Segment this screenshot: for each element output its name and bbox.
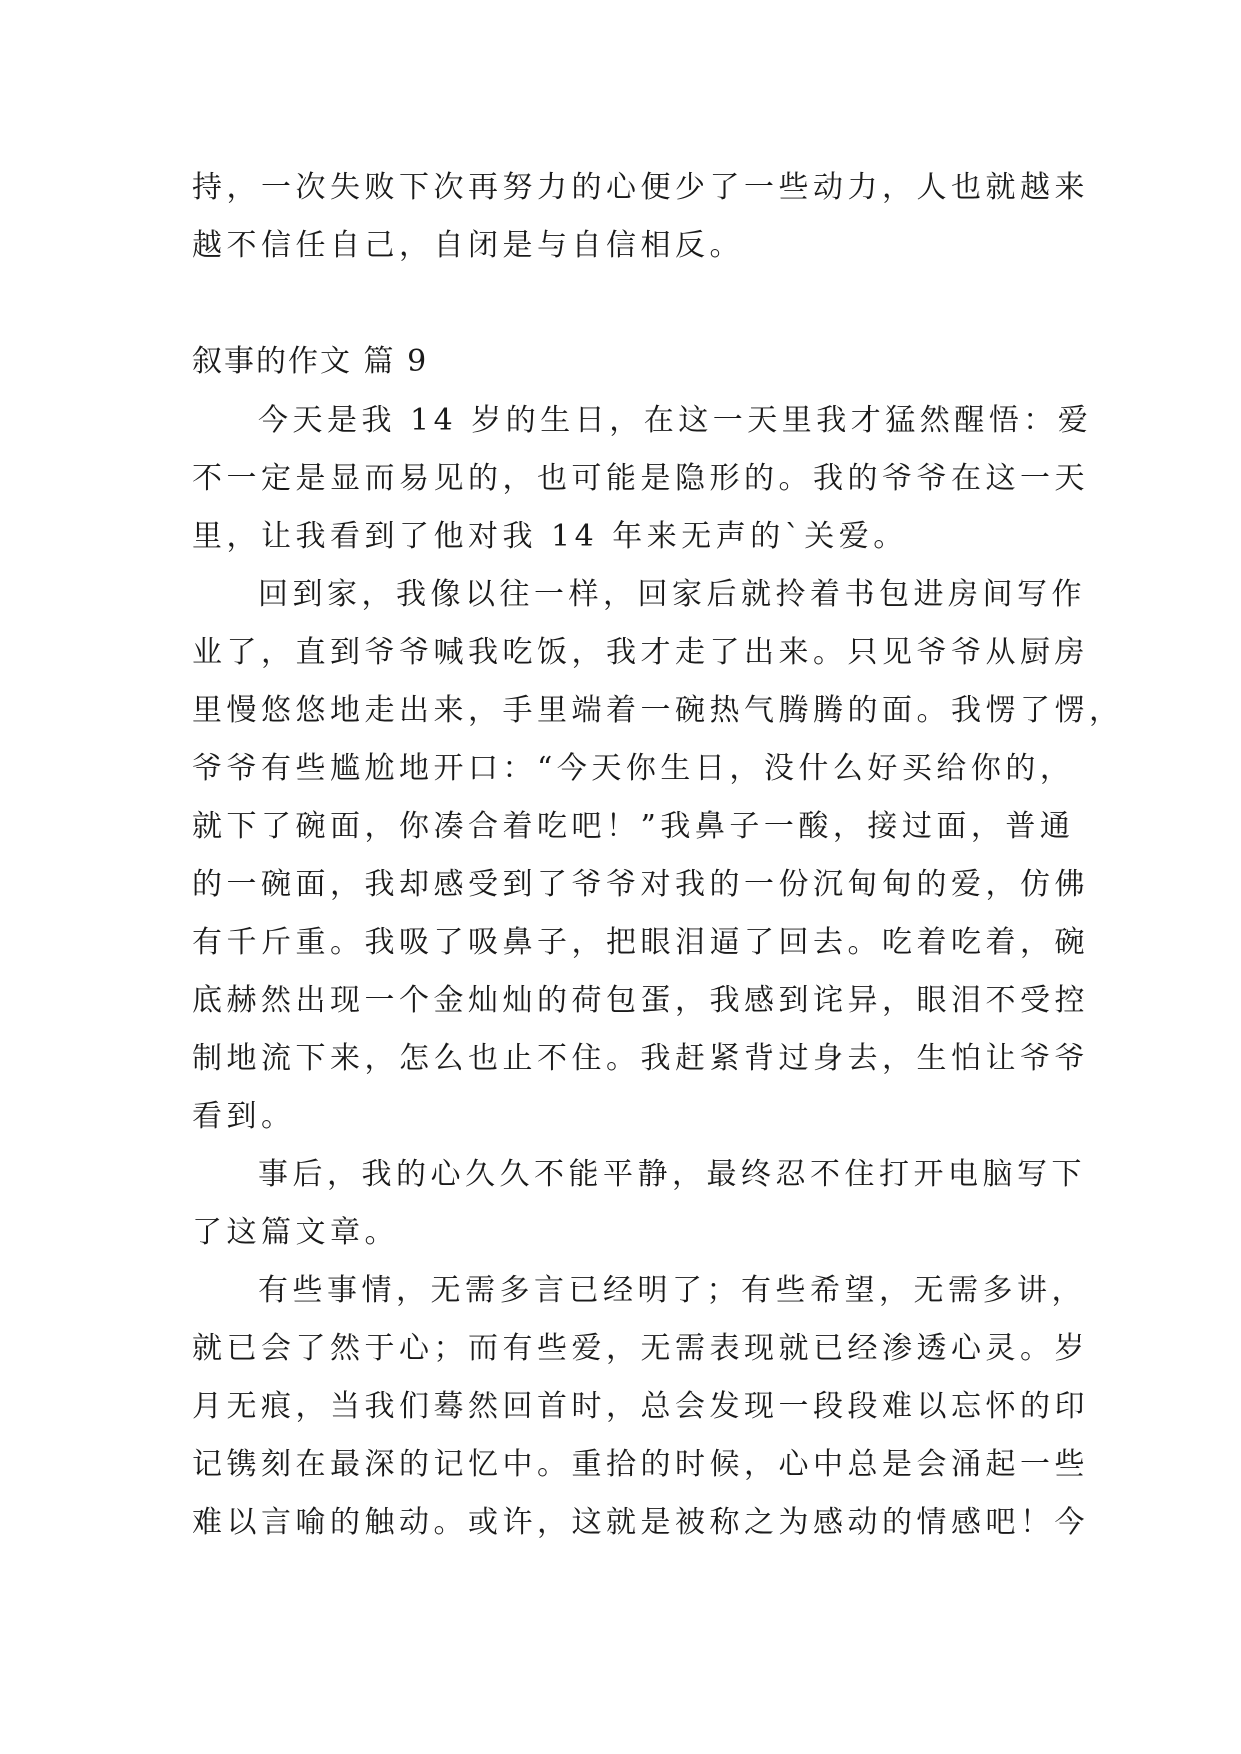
text-line: 有些事情，无需多言已经明了；有些希望，无需多讲， [258,1273,1086,1308]
text-line: 制地流下来，怎么也止不住。我赶紧背过身去，生怕让爷爷 [192,1041,1089,1076]
text-line: 了这篇文章。 [192,1215,399,1250]
text-line: 今天是我 14 岁的生日，在这一天里我才猛然醒悟：爱 [258,403,1093,438]
text-line: 就下了碗面，你凑合着吃吧！”我鼻子一酸，接过面，普通 [192,809,1075,844]
text-line: 记镌刻在最深的记忆中。重拾的时候，心中总是会涌起一些 [192,1447,1089,1482]
text-line: 持，一次失败下次再努力的心便少了一些动力，人也就越来 [192,170,1089,205]
text-line: 月无痕，当我们蓦然回首时，总会发现一段段难以忘怀的印 [192,1389,1089,1424]
text-line: 回到家，我像以往一样，回家后就拎着书包进房间写作 [258,577,1086,612]
text-line: 爷爷有些尴尬地开口：“今天你生日，没什么好买给你的， [192,751,1075,786]
text-line: 的一碗面，我却感受到了爷爷对我的一份沉甸甸的爱，仿佛 [192,867,1089,902]
text-line: 就已会了然于心；而有些爱，无需表现就已经渗透心灵。岁 [192,1331,1089,1366]
text-line: 不一定是显而易见的，也可能是隐形的。我的爷爷在这一天 [192,461,1089,496]
text-line: 业了，直到爷爷喊我吃饭，我才走了出来。只见爷爷从厨房 [192,635,1089,670]
text-line: 里慢悠悠地走出来，手里端着一碗热气腾腾的面。我愣了愣， [192,693,1124,728]
text-line: 有千斤重。我吸了吸鼻子，把眼泪逼了回去。吃着吃着，碗 [192,925,1089,960]
text-line: 越不信任自己，自闭是与自信相反。 [192,228,744,263]
text-line: 底赫然出现一个金灿灿的荷包蛋，我感到诧异，眼泪不受控 [192,983,1089,1018]
text-line: 看到。 [192,1099,296,1134]
section-heading: 叙事的作文 篇 9 [192,344,429,379]
text-line: 难以言喻的触动。或许，这就是被称之为感动的情感吧！今 [192,1505,1089,1540]
text-line: 事后，我的心久久不能平静，最终忍不住打开电脑写下 [258,1157,1086,1192]
text-line: 里，让我看到了他对我 14 年来无声的`关爱。 [192,519,908,554]
